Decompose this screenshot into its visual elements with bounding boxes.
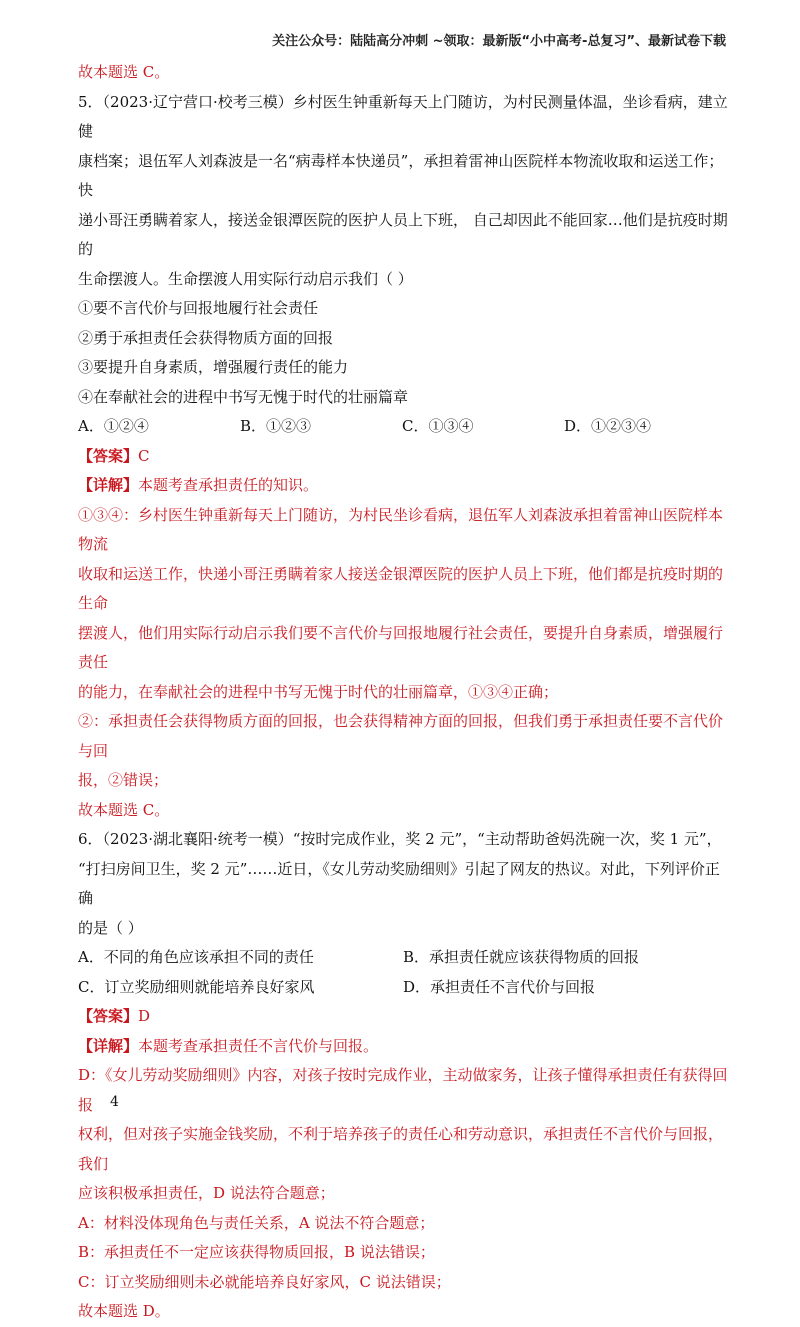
q5-item: ①要不言代价与回报地履行社会责任 [78,299,319,317]
prev-conclusion: 故本题选 C。 [78,63,170,81]
q5-detail-line: 收取和运送工作，快递小哥汪勇瞒着家人接送金银潭医院的医护人员上下班，他们都是抗疫时期的生命 [78,564,724,612]
q6-answer [78,1002,728,1032]
q6-detail-line: 应该积极承担责任，D 说法符合题意； [78,1184,335,1202]
q6-conclusion: 故本题选 D。 [78,1302,170,1320]
q6-detail-intro [78,1032,728,1062]
answer-value: D [138,1007,151,1025]
q6-options-row [78,943,728,973]
q5-stem-line: 递小哥汪勇瞒着家人，接送金银潭医院的医护人员上下班， 自己却因此不能回家…他们是抗疫时期的 [78,210,728,258]
answer-tag: 【答案】 [78,446,139,465]
q6-stem-line: 的是（ ） [78,918,143,937]
q5-answer [78,442,728,472]
q6-option-b: B．承担责任就应该获得物质的回报 [403,948,640,966]
q5-item: ④在奉献社会的进程中书写无愧于时代的壮丽篇章 [78,387,409,406]
q6-detail-line: B：承担责任不一定应该获得物质回报，B 说法错误； [78,1243,435,1261]
page-content [78,58,728,1327]
q5-item: ②勇于承担责任会获得物质方面的回报 [78,328,334,347]
q5-conclusion: 故本题选 C。 [78,800,170,819]
q6-detail-line: D：《女儿劳动奖励细则》内容，对孩子按时完成作业，主动做家务，让孩子懂得承担责任有获得回报 [78,1066,728,1114]
detail-tag: 【详解】 [78,476,139,494]
q6-stem-line: “打扫房间卫生，奖 2 元”……近日，《女儿劳动奖励细则》引起了网友的热议。对此，下列评价正确 [78,859,720,907]
q5-option-a: A．①②④ [78,417,149,435]
q5-stem-line: 生命摆渡人。生命摆渡人用实际行动启示我们（ ） [78,269,413,288]
q6-option-a: A．不同的角色应该承担不同的责任 [78,948,314,966]
q5-options [78,412,728,442]
q6-stem-line: 6．（2023·湖北襄阳·统考一模）“按时完成作业，奖 2 元”，“主动帮助爸妈洗碗一次，奖 1 元”， [78,830,722,848]
q6-detail-line: 权利，但对孩子实施金钱奖励，不利于培养孩子的责任心和劳动意识，承担责任不言代价与回报，我们 [78,1125,724,1173]
answer-value: C [138,446,150,465]
detail-intro-text: 本题考查承担责任的知识。 [138,476,319,494]
q5-item: ③要提升自身素质，增强履行责任的能力 [78,358,349,376]
q5-detail-line: ①③④：乡村医生钟重新每天上门随访，为村民坐诊看病，退伍军人刘森波承担着雷神山医院样本物流 [78,505,724,553]
q5-detail-line: 报，②错误； [78,771,169,789]
q5-detail-line: 的能力，在奉献社会的进程中书写无愧于时代的壮丽篇章，①③④正确； [78,682,559,701]
page-number: 4 [110,1094,119,1110]
page-header: 关注公众号：陆陆高分冲刺 ~领取：最新版“小中高考-总复习”、最新试卷下载 [272,34,726,49]
q5-stem-line: 5．（2023·辽宁营口·校考三模）乡村医生钟重新每天上门随访，为村民测量体温，坐诊看病，建立健 [78,92,728,140]
q5-option-b: B．①②③ [240,417,312,435]
detail-tag: 【详解】 [78,1036,139,1055]
q5-detail-intro [78,471,728,501]
answer-tag: 【答案】 [78,1007,139,1025]
q5-option-c: C．①③④ [402,417,474,435]
q5-detail-line: 摆渡人，他们用实际行动启示我们要不言代价与回报地履行社会责任，要提升自身素质，增强履行责任 [78,623,724,671]
q6-option-d: D．承担责任不言代价与回报 [403,977,596,996]
q6-detail-line: A：材料没体现角色与责任关系，A 说法不符合题意； [78,1213,435,1232]
q5-stem-line: 康档案；退伍军人刘森波是一名“病毒样本快递员”，承担着雷神山医院样本物流收取和运送工作；快 [78,151,724,199]
q5-option-d: D．①②③④ [564,417,652,435]
q6-detail-line: C：订立奖励细则未必就能培养良好家风，C 说法错误； [78,1272,451,1291]
question-5 [78,88,728,826]
question-6 [78,825,728,1327]
q6-options-row [78,973,728,1003]
q6-option-c: C．订立奖励细则就能培养良好家风 [78,977,315,996]
detail-intro-text: 本题考查承担责任不言代价与回报。 [138,1036,379,1055]
q5-detail-line: ②：承担责任会获得物质方面的回报，也会获得精神方面的回报，但我们勇于承担责任要不言代价与回 [78,712,724,760]
